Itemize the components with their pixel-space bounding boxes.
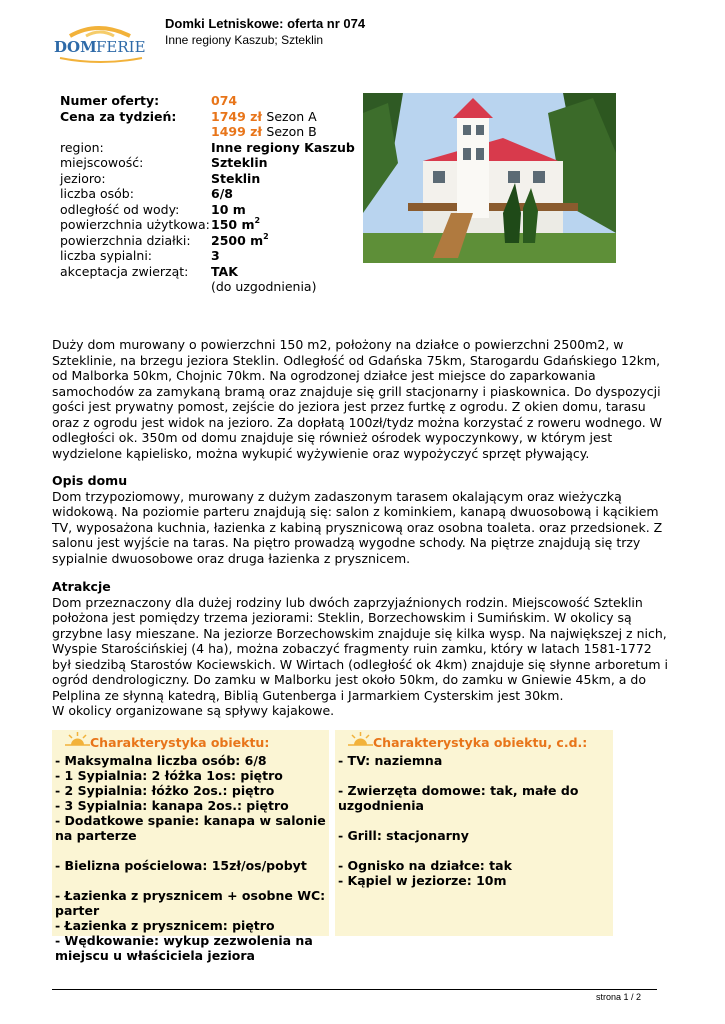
feature-item: - Ognisko na działce: tak xyxy=(338,858,512,873)
feature-spacer xyxy=(55,873,326,888)
info-value: 150 m xyxy=(211,217,255,232)
svg-text:DOM: DOM xyxy=(54,38,97,56)
price-b-value: 1499 zł xyxy=(211,124,263,139)
features-box-right xyxy=(335,730,613,936)
features-heading-text: Charakterystyka obiektu, c.d.: xyxy=(373,735,588,750)
feature-item: - Kąpiel w jeziorze: 10m xyxy=(338,873,507,888)
house-photo xyxy=(363,93,616,263)
info-value: 3 xyxy=(211,248,220,263)
info-value: Szteklin xyxy=(211,155,268,170)
info-value: Steklin xyxy=(211,170,261,186)
atrakcje-heading: Atrakcje xyxy=(52,579,111,594)
info-label: miejscowość: xyxy=(60,155,144,170)
features-box-left xyxy=(52,730,329,963)
sun-icon xyxy=(348,731,373,747)
page-number: strona 1 / 2 xyxy=(596,992,642,1002)
feature-item: - Łazienka z prysznicem + osobne WC: parter xyxy=(55,888,326,918)
domferie-logo xyxy=(52,14,147,70)
info-value: 10 m xyxy=(211,201,246,217)
atrakcje-text: Dom przeznaczony dla dużej rodziny lub dwóch zaprzyjaźnionych rodzin. Miejscowość Szteklin położona jest pomiędzy trzema jeziorami: Steklin, Borzechowskim i Sumińskim. W okolicy są grzybne lasy mieszane. Na jeziorze Borzechowskim znajduje się kilka wysp. Na największej z nich, Wyspie Starościńskiej (4 ha), można zobaczyć fragmenty ruin zamku, który w latach 1581-1772 był siedzibą Starostów Kociewskich. W Wirtach (odległość ok 4km) znajduje się słynne arboretum i ogród dendrologiczny. Do zamku w Malborku jest około 50km, do zamku w Gniewie 45km, a do Pelplina ze słynną katedrą, Biblią Gutenberga i Jarmarkiem Cysterskim jest 30km. xyxy=(52,594,668,703)
description-text: Duży dom murowany o powierzchni 150 m2, położony na działce o powierzchni 2500m2, w Szteklinie, na brzegu jeziora Steklin. Odległość od Gdańska 75km, Starogardu Gdańskiego 12km, od Malborka 50km, Chojnic 70km. Na ogrodzonej działce jest miejsce do zaparkowania samochodów za zamykaną bramą oraz znajduje się grill stacjonarny i piaskownica. Do dyspozycji gości jest prywatny pomost, zejście do jeziora jest przez furtkę z ogrodu. Z okien domu, tarasu oraz z ogrodu jest widok na jezioro. Za dopłatą 100zł/tydz można korzystać z roweru wodnego. W odległości ok. 350m od domu znajduje się również ośrodek wypoczynkowy, w którym jest wydzielone kąpielisko, można wykupić wyżywienie oraz wypożyczyć sprzęt pływający. xyxy=(52,337,663,461)
feature-item: - Grill: stacjonarny xyxy=(338,828,469,843)
opis-text: Dom trzypoziomowy, murowany z dużym zadaszonym tarasem okalającym oraz wieżyczką widokową. Na poziomie parteru znajdują się: salon z kominkiem, kanapą dwuosobową i kącikiem TV, wyposażona kuchnia, łazienka z kabiną prysznicową oraz osobna toaleta. oraz przedsionek. Z salonu jest wyjście na taras. Na piętro prowadzą wygodne schody. Na piętrze znajdują się trzy sypialnie dwuosobowe oraz druga łazienka z prysznicem. xyxy=(52,488,663,566)
info-label: liczba osób: xyxy=(60,186,134,201)
info-value: 2500 m xyxy=(211,232,264,248)
price-b-season: Sezon B xyxy=(266,124,317,139)
info-label: region: xyxy=(60,139,104,155)
offer-number-label: Numer oferty: xyxy=(60,93,160,108)
atrakcje-text-2: W okolicy organizowane są spływy kajakowe. xyxy=(52,703,335,718)
feature-item: - Dodatkowe spanie: kanapa w salonie na parterze xyxy=(55,813,326,843)
feature-item: - 2 Sypialnia: łóżko 2os.: piętro xyxy=(55,783,275,798)
info-value: TAK xyxy=(211,263,238,279)
info-label: powierzchnia użytkowa: xyxy=(60,217,210,232)
feature-spacer xyxy=(338,843,610,858)
feature-spacer xyxy=(338,813,610,828)
opis-heading: Opis domu xyxy=(52,473,128,488)
svg-text:FERIE: FERIE xyxy=(96,38,146,56)
feature-item: - Zwierzęta domowe: tak, małe do uzgodnienia xyxy=(338,783,579,813)
opis-section xyxy=(52,473,672,566)
area-superscript: 2 xyxy=(254,216,261,225)
feature-item: - 1 Sypialnia: 2 łóżka 1os: piętro xyxy=(55,768,283,783)
document-title: Domki Letniskowe: oferta nr 074 xyxy=(165,16,366,31)
offer-number-value: 074 xyxy=(211,93,238,108)
info-label: akceptacja zwierząt: xyxy=(60,263,189,279)
info-value: Inne regiony Kaszub xyxy=(211,139,355,155)
feature-item: - 3 Sypialnia: kanapa 2os.: piętro xyxy=(55,798,289,813)
atrakcje-section xyxy=(52,579,672,719)
features-heading-text: Charakterystyka obiektu: xyxy=(90,735,270,750)
feature-item: - Bielizna pościelowa: 15zł/os/pobyt xyxy=(55,858,307,873)
info-label: powierzchnia działki: xyxy=(60,232,191,248)
feature-item: - Wędkowanie: wykup zezwolenia na miejscu u właściciela jeziora xyxy=(55,933,313,963)
feature-item: - TV: naziemna xyxy=(338,753,443,768)
price-a-value: 1749 zł xyxy=(211,108,263,124)
feature-item: - Maksymalna liczba osób: 6/8 xyxy=(55,753,267,768)
document-subtitle: Inne regiony Kaszub; Szteklin xyxy=(165,33,324,47)
info-label: jezioro: xyxy=(60,170,106,186)
sun-icon xyxy=(65,731,90,747)
info-label: odległość od wody: xyxy=(60,201,180,217)
features-list-right xyxy=(338,753,610,888)
pets-note: (do uzgodnienia) xyxy=(211,279,317,294)
feature-item: - Łazienka z prysznicem: piętro xyxy=(55,918,275,933)
info-value: 6/8 xyxy=(211,186,233,201)
features-heading xyxy=(373,735,587,750)
footer-divider xyxy=(52,989,657,990)
features-list-left xyxy=(55,753,326,963)
price-a-season: Sezon A xyxy=(266,108,317,124)
features-heading xyxy=(90,735,269,750)
info-label: liczba sypialni: xyxy=(60,248,153,263)
feature-spacer xyxy=(55,843,326,858)
price-label: Cena za tydzień: xyxy=(60,108,177,124)
feature-spacer xyxy=(338,768,610,783)
area-superscript: 2 xyxy=(263,231,269,241)
